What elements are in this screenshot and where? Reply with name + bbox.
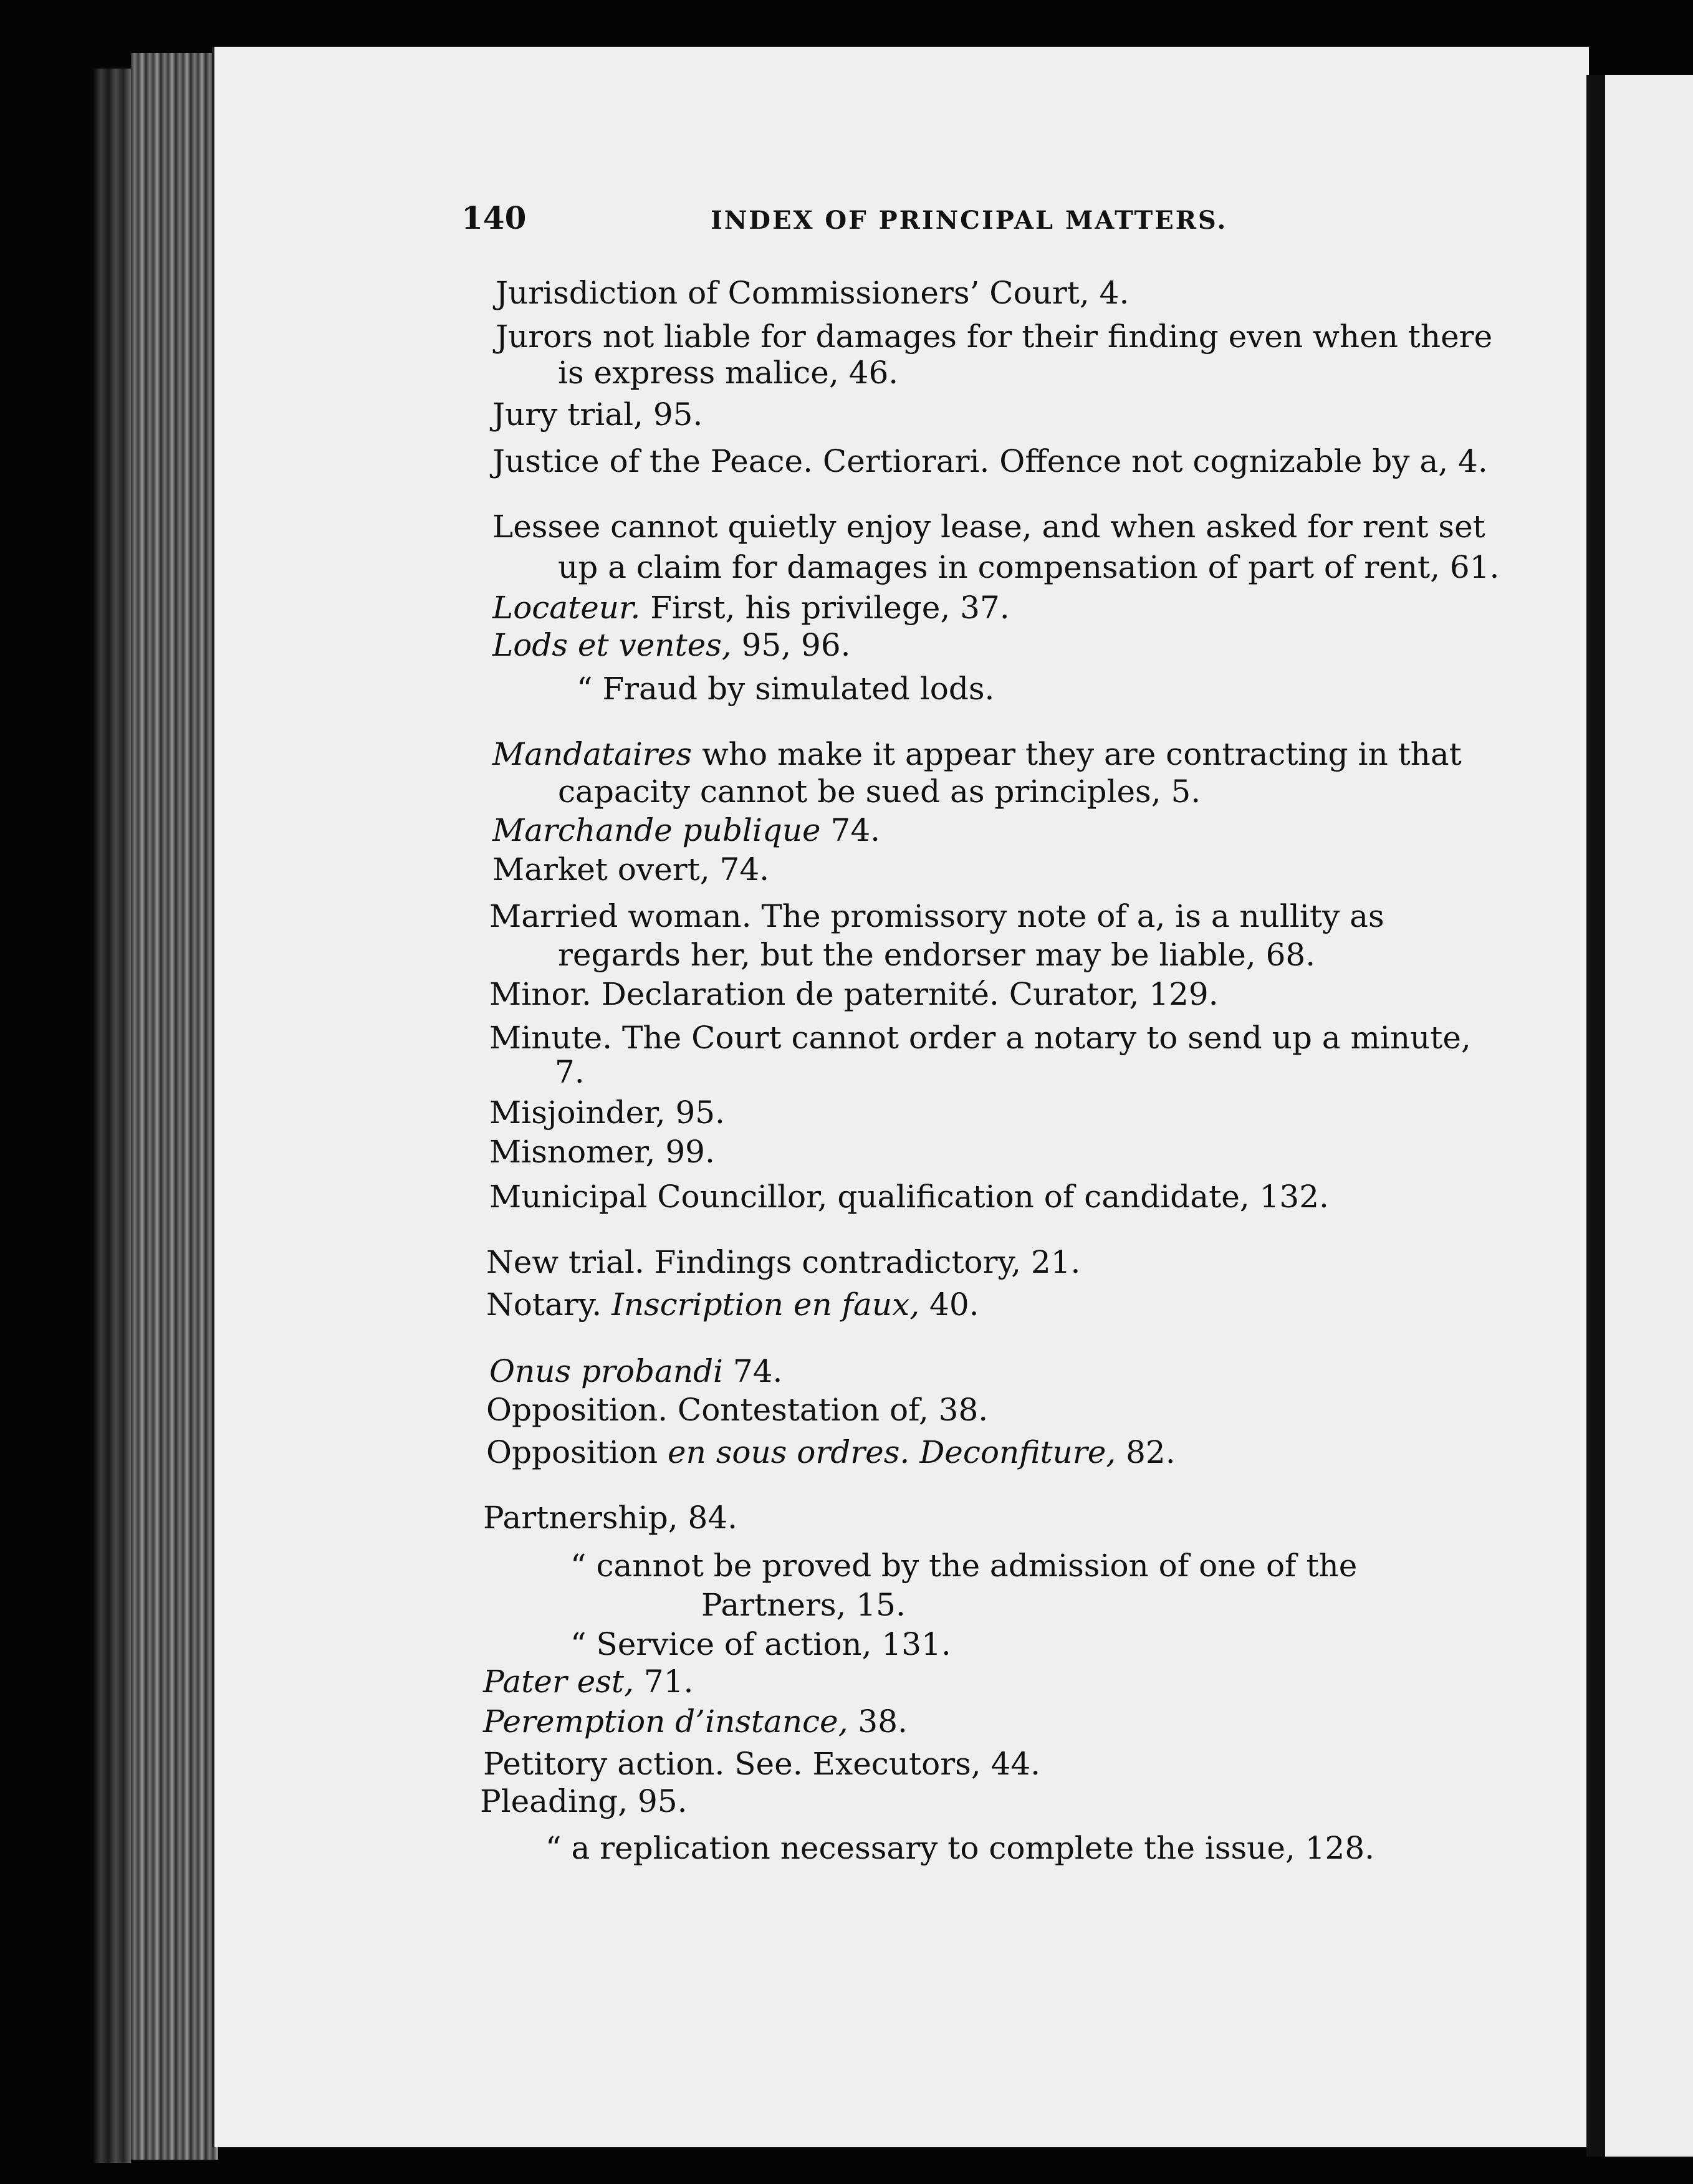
gutter-shadow xyxy=(1586,75,1605,2157)
index-entry: is express malice, 46. xyxy=(558,355,899,391)
index-entry: Pater est, 71. xyxy=(483,1664,694,1700)
index-entry: Partners, 15. xyxy=(701,1587,906,1623)
index-entry: “ a replication necessary to complete the issue, 128. xyxy=(545,1830,1375,1866)
page-stack-edge xyxy=(131,53,218,2160)
index-entry: regards her, but the endorser may be liable, 68. xyxy=(558,937,1316,973)
index-entry: Onus probandi 74. xyxy=(489,1353,783,1389)
index-entry: Peremption d’instance, 38. xyxy=(483,1703,908,1740)
index-entry: Opposition en sous ordres. Deconfiture, 82. xyxy=(486,1434,1176,1470)
index-entry: Minor. Declaration de paternité. Curator, 129. xyxy=(489,976,1219,1012)
index-entry: Petitory action. See. Executors, 44. xyxy=(483,1746,1041,1782)
index-entry: Misjoinder, 95. xyxy=(489,1094,725,1131)
index-entry: Married woman. The promissory note of a, is a nullity as xyxy=(489,898,1384,934)
index-entry: Notary. Inscription en faux, 40. xyxy=(486,1286,979,1323)
index-entry: Jurisdiction of Commissioners’ Court, 4. xyxy=(496,275,1129,311)
index-entry: Misnomer, 99. xyxy=(489,1134,715,1170)
book-spine-edge xyxy=(94,69,131,2163)
facing-page-edge xyxy=(1605,75,1693,2157)
index-entry: Justice of the Peace. Certiorari. Offence not cognizable by a, 4. xyxy=(492,443,1488,479)
index-entry: 7. xyxy=(555,1054,585,1090)
index-entry: up a claim for damages in compensation of part of rent, 61. xyxy=(558,549,1500,585)
index-entry: Minute. The Court cannot order a notary to send up a minute, xyxy=(489,1020,1471,1056)
index-entry: “ Fraud by simulated lods. xyxy=(577,671,995,707)
index-entry: capacity cannot be sued as principles, 5. xyxy=(558,774,1201,810)
page-number: 140 xyxy=(461,199,527,236)
index-entry: New trial. Findings contradictory, 21. xyxy=(486,1244,1081,1280)
index-entry: Marchande publique 74. xyxy=(492,812,881,848)
index-entry: Jurors not liable for damages for their finding even when there xyxy=(496,318,1493,355)
index-entry: Market overt, 74. xyxy=(492,851,770,888)
index-entry: Lessee cannot quietly enjoy lease, and when asked for rent set xyxy=(492,509,1485,545)
index-entry: Pleading, 95. xyxy=(480,1783,688,1819)
index-entry: Partnership, 84. xyxy=(483,1500,738,1536)
index-entry: Locateur. First, his privilege, 37. xyxy=(492,590,1010,626)
index-entry: Jury trial, 95. xyxy=(492,396,703,433)
index-entry: Lods et ventes, 95, 96. xyxy=(492,627,851,663)
index-entry: “ Service of action, 131. xyxy=(570,1626,951,1662)
index-entry: Opposition. Contestation of, 38. xyxy=(486,1392,989,1428)
index-entry: Municipal Councillor, qualification of candidate, 132. xyxy=(489,1179,1329,1215)
index-entry: “ cannot be proved by the admission of one of the xyxy=(570,1548,1358,1584)
running-title: INDEX OF PRINCIPAL MATTERS. xyxy=(711,206,1228,235)
index-entry: Mandataires who make it appear they are contracting in that xyxy=(492,736,1462,772)
page-header xyxy=(461,199,1465,249)
